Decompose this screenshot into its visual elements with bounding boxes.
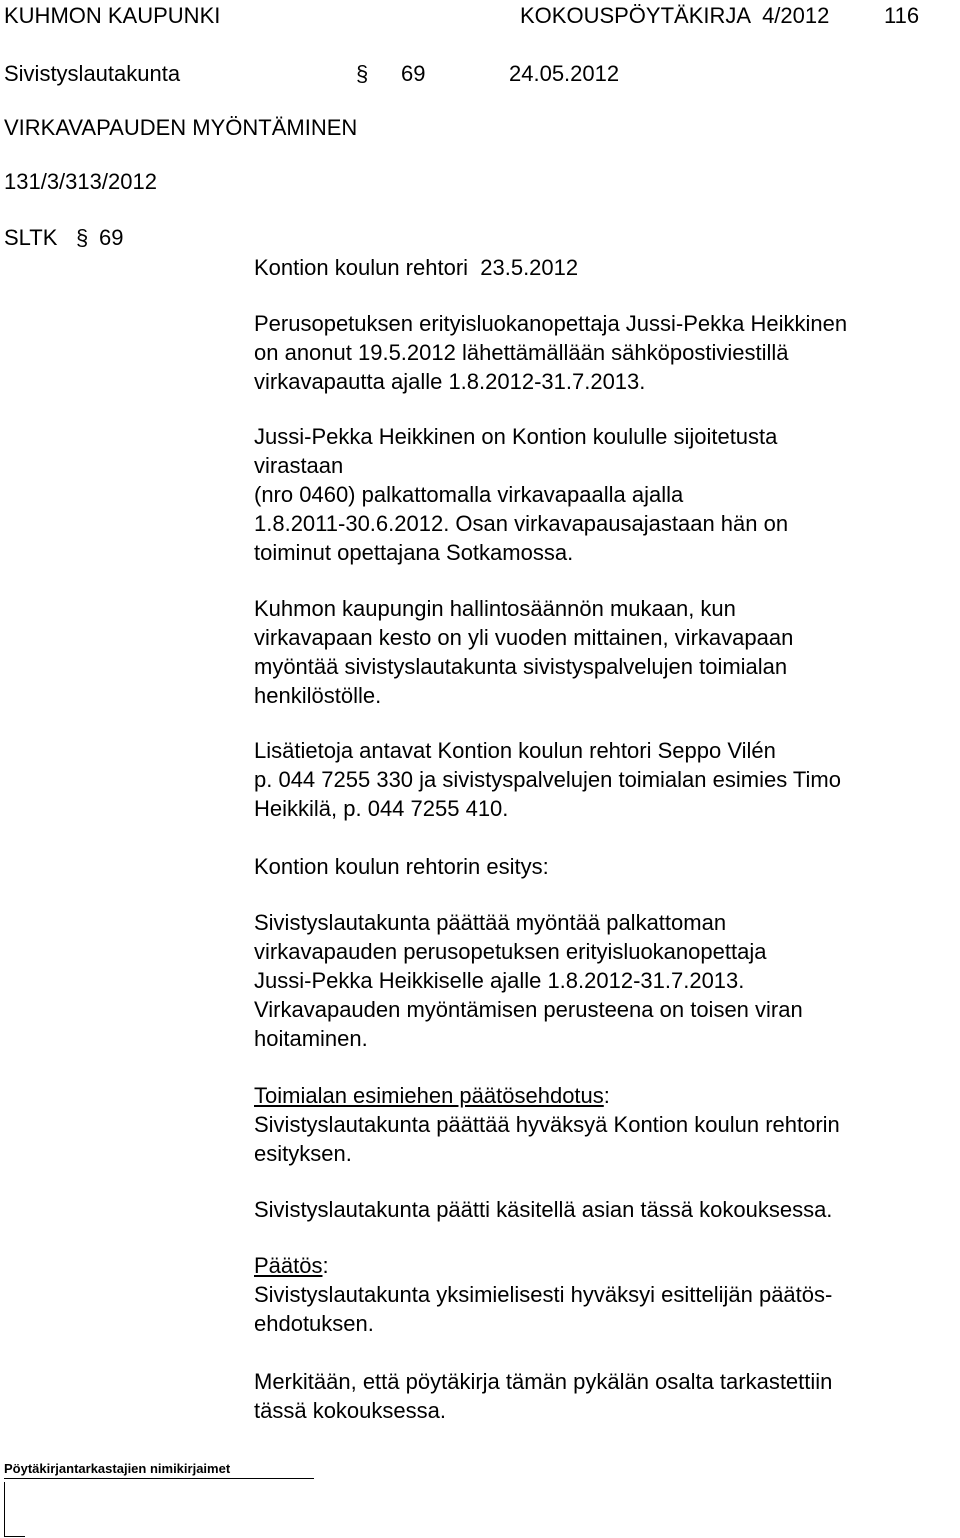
decision-heading: Päätös [254, 1253, 323, 1278]
paragraph-principal-proposal [254, 908, 944, 1053]
paragraph-handling: Sivistyslautakunta päätti käsitellä asian tässä kokouksessa. [254, 1197, 833, 1222]
text-line: virkavapauden perusopetuksen erityisluokanopettaja [254, 939, 767, 964]
text-line: Sivistyslautakunta päättää hyväksyä Kontion koulun rehtorin [254, 1112, 840, 1137]
text-line: Sivistyslautakunta päättää myöntää palkattoman [254, 910, 727, 935]
paragraph-decision [254, 1251, 944, 1338]
signature-box [4, 1482, 25, 1537]
text-line: Virkavapauden myöntämisen perusteena on toisen viran [254, 997, 803, 1022]
proposal-heading-colon: : [603, 1083, 610, 1108]
paragraph-head-proposal [254, 1081, 944, 1168]
text-line: esityksen. [254, 1141, 352, 1166]
paragraph-application [254, 309, 944, 396]
sltk-section-sign: § [76, 225, 89, 250]
document-type: KOKOUSPÖYTÄKIRJA 4/2012 [520, 3, 830, 28]
proposal-heading: Toimialan esimiehen päätösehdotus [254, 1083, 604, 1108]
text-line: Perusopetuksen erityisluokanopettaja Jussi-Pekka Heikkinen [254, 311, 848, 336]
signature-rule [4, 1478, 314, 1479]
text-line: virkavapautta ajalle 1.8.2012-31.7.2013. [254, 369, 646, 394]
text-line: Lisätietoja antavat Kontion koulun rehtori Seppo Vilén [254, 738, 776, 763]
text-line: hoitaminen. [254, 1026, 368, 1051]
proposal-heading-line [254, 1081, 944, 1110]
meeting-date: 24.05.2012 [509, 61, 620, 86]
principal-proposal-heading: Kontion koulun rehtorin esitys: [254, 854, 549, 879]
text-line: p. 044 7255 330 ja sivistyspalvelujen toimialan esimies Timo [254, 767, 841, 792]
text-line: (nro 0460) palkattomalla virkavapaalla ajalla [254, 482, 684, 507]
document-title: VIRKAVAPAUDEN MYÖNTÄMINEN [4, 115, 358, 140]
sltk-label: SLTK [4, 225, 58, 250]
org-name: KUHMON KAUPUNKI [4, 3, 221, 28]
section-number: 69 [401, 61, 426, 86]
text-line: Merkitään, että pöytäkirja tämän pykälän osalta tarkastettiin [254, 1369, 833, 1394]
text-line: on anonut 19.5.2012 lähettämällään sähköpostiviestillä [254, 340, 789, 365]
text-line: virkavapaan kesto on yli vuoden mittainen, virkavapaan [254, 625, 794, 650]
case-number: 131/3/313/2012 [4, 169, 157, 194]
text-line: Jussi-Pekka Heikkiselle ajalle 1.8.2012-31.7.2013. [254, 968, 745, 993]
text-line: ehdotuksen. [254, 1311, 374, 1336]
page-number: 116 [884, 3, 920, 28]
text-line: Kuhmon kaupungin hallintosäännön mukaan, kun [254, 596, 736, 621]
paragraph-contact [254, 736, 944, 823]
text-line: Heikkilä, p. 044 7255 410. [254, 796, 509, 821]
text-line: 1.8.2011-30.6.2012. Osan virkavapausajastaan hän on [254, 511, 789, 536]
paragraph-background [254, 422, 944, 567]
paragraph-review [254, 1367, 944, 1425]
text-line: virastaan [254, 453, 344, 478]
sltk-number: 69 [99, 225, 124, 250]
text-line: toiminut opettajana Sotkamossa. [254, 540, 574, 565]
signature-label: Pöytäkirjantarkastajien nimikirjaimet [4, 1461, 231, 1476]
text-line: myöntää sivistyslautakunta sivistyspalvelujen toimialan [254, 654, 788, 679]
text-line: Sivistyslautakunta yksimielisesti hyväksyi esittelijän päätös- [254, 1282, 833, 1307]
text-line: Jussi-Pekka Heikkinen on Kontion koululle sijoitetusta [254, 424, 778, 449]
decision-heading-colon: : [322, 1253, 329, 1278]
decision-heading-line [254, 1251, 944, 1280]
intro-line: Kontion koulun rehtori 23.5.2012 [254, 255, 579, 280]
text-line: henkilöstölle. [254, 683, 382, 708]
paragraph-rules [254, 594, 944, 710]
text-line: tässä kokouksessa. [254, 1398, 446, 1423]
board-name: Sivistyslautakunta [4, 61, 181, 86]
section-sign: § [356, 61, 369, 86]
